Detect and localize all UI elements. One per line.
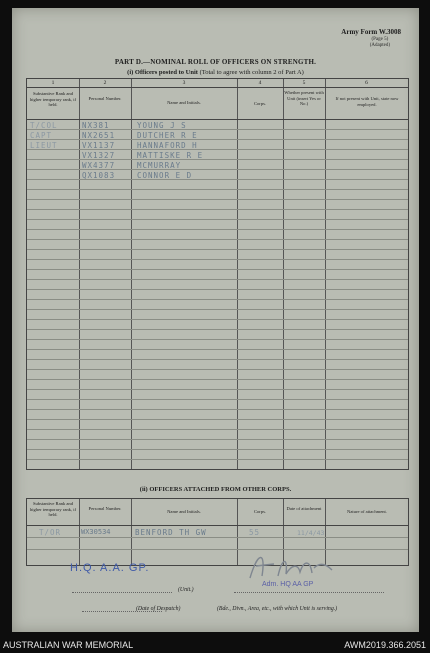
subtitle-rest: (Total to agree with column 2 of Part A) [199,69,304,76]
entry-name-2: DUTCHER R E [137,131,198,140]
col-number-6: 6 [365,80,368,86]
header-rank: Substantive Rank and higher temporary rank, if held. [29,91,77,108]
signature [240,546,340,586]
attached-entry-number: WX30534 [81,528,111,536]
attached-entry-name: BENFORD TH GW [135,528,207,537]
adm-stamp: Adm. HQ AA GP [262,581,314,588]
form-page-info [370,37,390,49]
entry-name-6: CONNOR E D [137,171,193,180]
date-despatch-label: (Date of Despatch) [136,606,181,612]
entry-rank-2: CAPT [30,131,53,140]
col-number-5: 5 [302,80,306,86]
ruled-line [27,279,408,280]
col-number-1: 1 [51,80,55,86]
entry-rank-1: T/COL [30,121,58,130]
header-corps: Corps. [253,101,267,106]
ruled-line [27,239,408,240]
attached-entry-date: 11/4/43 [297,529,325,537]
ruled-line [27,289,408,290]
ruled-line [27,359,408,360]
part-ii-title: (ii) OFFICERS ATTACHED FROM OTHER CORPS. [139,486,292,493]
attached-header-number: Personal Number. [88,506,122,511]
ruled-line [27,259,408,260]
form-sheet [12,8,419,632]
ruled-line [27,339,408,340]
officers-posted-table [26,78,409,470]
ruled-line [27,199,408,200]
attached-header-rank: Substantive Rank and higher temporary rank, if held. [29,501,77,518]
form-number: Army Form W.3008 [341,28,401,36]
col-number-4: 4 [258,80,262,86]
form-page: (Page 5) [371,37,389,42]
form-adapted: (Adapted) [369,43,390,48]
header-personal-number: Personal Number. [88,96,122,101]
ruled-line [27,419,408,420]
ruled-line [27,429,408,430]
unit-stamp: H.Q. A.A. GP. [70,562,150,574]
ruled-line [27,299,408,300]
ruled-line [27,209,408,210]
attached-entry-corps: 55 [249,528,261,537]
part-d-title: PART D.—NOMINAL ROLL OF OFFICERS ON STRENGTH. [114,58,317,66]
ruled-line [27,249,408,250]
caption-accession: AWM2019.366.2051 [344,640,426,650]
ruled-line [27,449,408,450]
entry-name-1: YOUNG J S [137,121,187,130]
ruled-line [27,189,408,190]
caption-institution: AUSTRALIAN WAR MEMORIAL [3,640,134,650]
ruled-line [27,229,408,230]
col-number-3: 3 [182,80,186,86]
ruled-line [27,219,408,220]
header-not-present: If not present with Unit, state now employed. [335,96,399,107]
ruled-line [27,349,408,350]
ruled-line [27,399,408,400]
bde-label: (Bde., Divn., Area, etc., with which Unit is serving.) [217,606,338,612]
unit-label: (Unit.) [178,587,194,593]
ruled-line [27,379,408,380]
subtitle-bold: (i) Officers posted to Unit [127,69,198,76]
ruled-line [27,409,408,410]
ruled-line [27,439,408,440]
ruled-line [27,369,408,370]
col-number-2: 2 [103,80,107,86]
attached-entry-rank: T/OR [39,528,62,537]
entry-rank-3: LIEUT [30,141,58,150]
entry-number-6: QX1083 [82,171,116,180]
attached-header-nature: Nature of attachment. [347,509,387,514]
entry-number-2: NX2651 [82,131,116,140]
attached-header-name: Name and Initials. [167,509,201,514]
entry-name-5: MCMURRAY [137,161,182,170]
attached-header-corps: Corps. [253,509,267,514]
ruled-line [27,459,408,460]
ruled-line [27,389,408,390]
entry-number-1: NX381 [82,121,110,130]
header-name: Name and Initials. [167,100,201,105]
entry-name-3: HANNAFORD H [137,141,198,150]
ruled-line [27,309,408,310]
attached-header-date: Date of attachment [286,506,322,511]
ruled-line [27,319,408,320]
entry-number-4: VX1327 [82,151,116,160]
ruled-line [27,269,408,270]
entry-number-5: WX4377 [82,161,116,170]
entry-name-4: MATTISKE R E [137,151,204,160]
header-present: Whether present with Unit (insert Yes or No.) [284,90,324,107]
entry-number-3: VX1137 [82,141,116,150]
ruled-line [27,329,408,330]
part-d-subtitle [12,69,419,76]
officers-attached-table [26,498,409,566]
